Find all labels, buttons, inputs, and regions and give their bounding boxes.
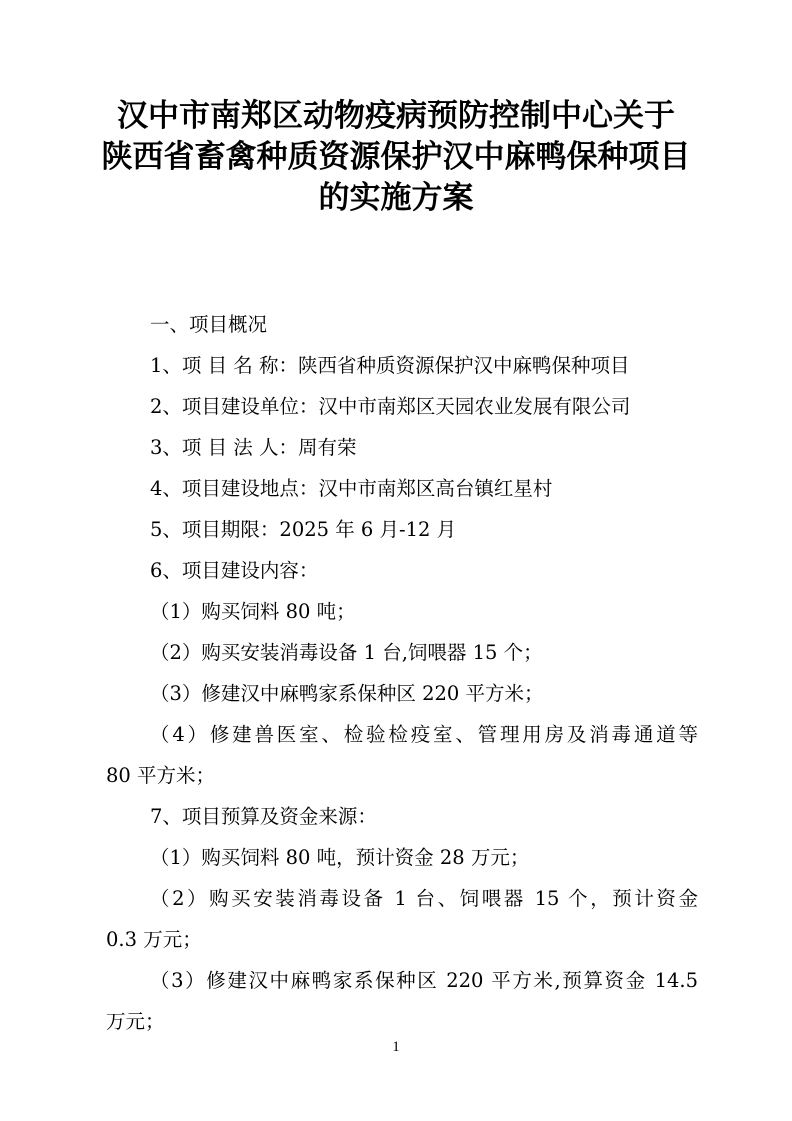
budget-item-3-line-2: 万元； [106, 1010, 165, 1033]
content-item-1: （1）购买饲料 80 吨； [150, 600, 356, 623]
budget-item-3-line-1: （3）修建汉中麻鸭家系保种区 220 平方米,预算资金 14.5 [150, 969, 698, 992]
item-construction-unit: 2、项目建设单位：汉中市南郑区天园农业发展有限公司 [150, 395, 631, 418]
budget-item-2-line-2: 0.3 万元； [106, 928, 202, 951]
title-line-1: 汉中市南郑区动物疫病预防控制中心关于 [117, 98, 675, 134]
title-line-3: 的实施方案 [318, 180, 474, 216]
budget-item-2-line-1: （2）购买安装消毒设备 1 台、饲喂器 15 个，预计资金 [150, 887, 698, 910]
item-legal-person: 3、项 目 法 人：周有荣 [150, 436, 357, 459]
document-title [100, 96, 692, 219]
content-item-3: （3）修建汉中麻鸭家系保种区 220 平方米； [150, 682, 544, 705]
document-body [106, 304, 698, 1042]
content-item-4-line-1: （4）修建兽医室、检验检疫室、管理用房及消毒通道等 [150, 723, 698, 746]
item-period: 5、项目期限：2025 年 6 月-12 月 [150, 518, 457, 541]
content-item-2: （2）购买安装消毒设备 1 台,饲喂器 15 个； [150, 641, 543, 664]
item-location: 4、项目建设地点：汉中市南郑区高台镇红星村 [150, 477, 553, 500]
item-budget-heading: 7、项目预算及资金来源： [150, 805, 377, 828]
item-project-name: 1、项 目 名 称：陕西省种质资源保护汉中麻鸭保种项目 [150, 354, 630, 377]
item-content-heading: 6、项目建设内容： [150, 559, 319, 582]
section-heading-overview: 一、项目概况 [150, 313, 268, 336]
content-item-4-line-2: 80 平方米； [106, 764, 216, 787]
budget-item-1: （1）购买饲料 80 吨，预计资金 28 万元； [150, 846, 530, 869]
title-line-2: 陕西省畜禽种质资源保护汉中麻鸭保种项目 [101, 139, 691, 175]
page-number: 1 [392, 1039, 400, 1055]
